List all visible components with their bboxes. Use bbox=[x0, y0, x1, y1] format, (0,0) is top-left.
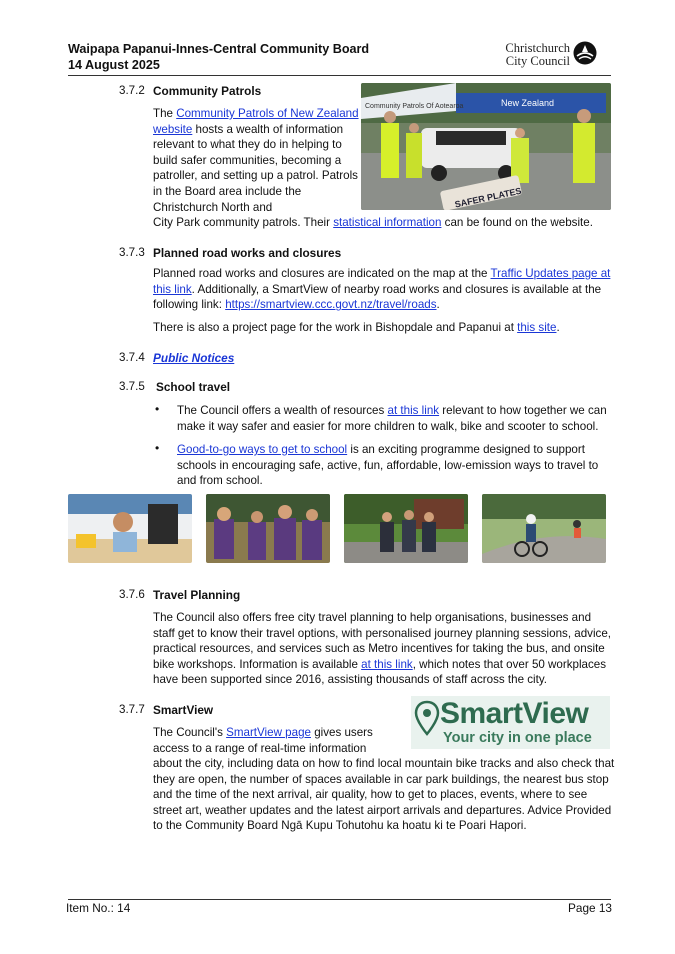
section-number: 3.7.2 bbox=[119, 84, 145, 97]
item-number: Item No.: 14 bbox=[66, 901, 131, 915]
section-number: 3.7.7 bbox=[119, 703, 145, 716]
school-photo-students-bikes bbox=[206, 494, 330, 563]
project-page-link[interactable]: this site bbox=[517, 321, 557, 334]
travel-planning-paragraph: The Council also offers free city travel planning to help organisations, businesses and staff get to know their travel options, with personalised journey planning sessions, advice, practical resources, and services such as Metro incentives for taking the bus, and onsite bike workshops. Information is available at this link, which notes that over 50 workplaces have been supported since 2016, assisting thousands of staff across the city. bbox=[153, 611, 611, 687]
logo-line-2: City Council bbox=[505, 53, 570, 68]
board-name: Waipapa Papanui-Innes-Central Community Board bbox=[68, 42, 370, 56]
section-number: 3.7.5 bbox=[119, 380, 145, 393]
roadworks-paragraph: Planned road works and closures are indicated on the map at the Traffic Updates page at this link. Additionally, a SmartView of nearby road works and closures is available at the following link: https://smartview.ccc.govt.nz/travel/roads. bbox=[153, 267, 611, 312]
bishopdale-paragraph: There is also a project page for the work in Bishopdale and Papanui at this site. bbox=[153, 321, 560, 334]
council-logo bbox=[494, 40, 606, 70]
smartview-paragraph-top: The Council's SmartView page gives users access to a range of real-time information bbox=[153, 726, 373, 755]
bullet-icon: • bbox=[155, 441, 160, 455]
section-heading: School travel bbox=[156, 380, 231, 394]
resources-link[interactable]: at this link bbox=[387, 404, 440, 417]
good-to-go-link[interactable]: Good-to-go ways to get to school bbox=[177, 443, 348, 456]
community-patrol-photo bbox=[361, 83, 611, 210]
document-header bbox=[68, 41, 369, 73]
patrol-banner-text-2: New Zealand bbox=[501, 98, 555, 108]
statistical-information-link[interactable]: statistical information bbox=[333, 216, 442, 229]
patrol-text-last-line: City Park community patrols. Their statistical information can be found on the website. bbox=[153, 216, 593, 229]
safer-plates-sign: SAFER PLATES bbox=[453, 185, 523, 210]
public-notices-link[interactable]: Public Notices bbox=[153, 351, 235, 365]
smartview-tagline: Your city in one place bbox=[443, 730, 592, 746]
smartview-logo bbox=[411, 696, 610, 749]
smartview-page-link[interactable]: SmartView page bbox=[226, 726, 311, 739]
section-heading: Planned road works and closures bbox=[153, 246, 342, 260]
page-number: Page 13 bbox=[568, 901, 612, 915]
section-heading: Community Patrols bbox=[153, 84, 262, 98]
smartview-paragraph-rest: about the city, including data on how to find local mountain bike tracks and also check that they are open, the number of spaces available in car park buildings, the nearest bus stop and the time of the next arrival, air quality, how to get to places, events, where to see street art, weather updates and the latest airport arrivals and departures. Advice Provided to the Community Board Ngā Kupu Tohutohu ka hoatu ki te Poari Hapori. bbox=[153, 757, 615, 833]
smartview-wordmark: SmartView bbox=[440, 697, 589, 730]
location-pin-icon bbox=[414, 700, 440, 736]
section-heading: Travel Planning bbox=[153, 588, 241, 602]
smartview-roads-link[interactable]: https://smartview.ccc.govt.nz/travel/roads bbox=[225, 298, 437, 312]
patrols-website-link[interactable]: Community Patrols of New Zealand website bbox=[153, 107, 359, 136]
school-photo-cycling bbox=[482, 494, 606, 563]
patrol-text-block: The Community Patrols of New Zealand website hosts a wealth of information relevant to what they do in helping to build safer communities, becoming a patroller, and setting up a patrol. Patrols in the Board area include the Christchurch North and bbox=[153, 107, 359, 214]
school-photo-classroom bbox=[68, 494, 192, 563]
bullet-icon: • bbox=[155, 402, 160, 416]
header-rule bbox=[68, 75, 611, 76]
footer-rule bbox=[68, 899, 611, 900]
logo-line-1: Christchurch bbox=[505, 41, 570, 55]
school-photo-walking bbox=[344, 494, 468, 563]
section-heading: SmartView bbox=[153, 703, 214, 717]
council-emblem-icon bbox=[573, 41, 597, 65]
section-number: 3.7.3 bbox=[119, 246, 145, 259]
section-number: 3.7.6 bbox=[119, 588, 145, 601]
meeting-date: 14 August 2025 bbox=[68, 58, 160, 72]
traffic-updates-link[interactable]: Traffic Updates page at this link bbox=[153, 267, 611, 296]
section-number: 3.7.4 bbox=[119, 351, 145, 364]
patrol-banner-text: Community Patrols Of Aotearoa bbox=[365, 103, 464, 110]
travel-planning-link[interactable]: at this link bbox=[361, 657, 413, 671]
